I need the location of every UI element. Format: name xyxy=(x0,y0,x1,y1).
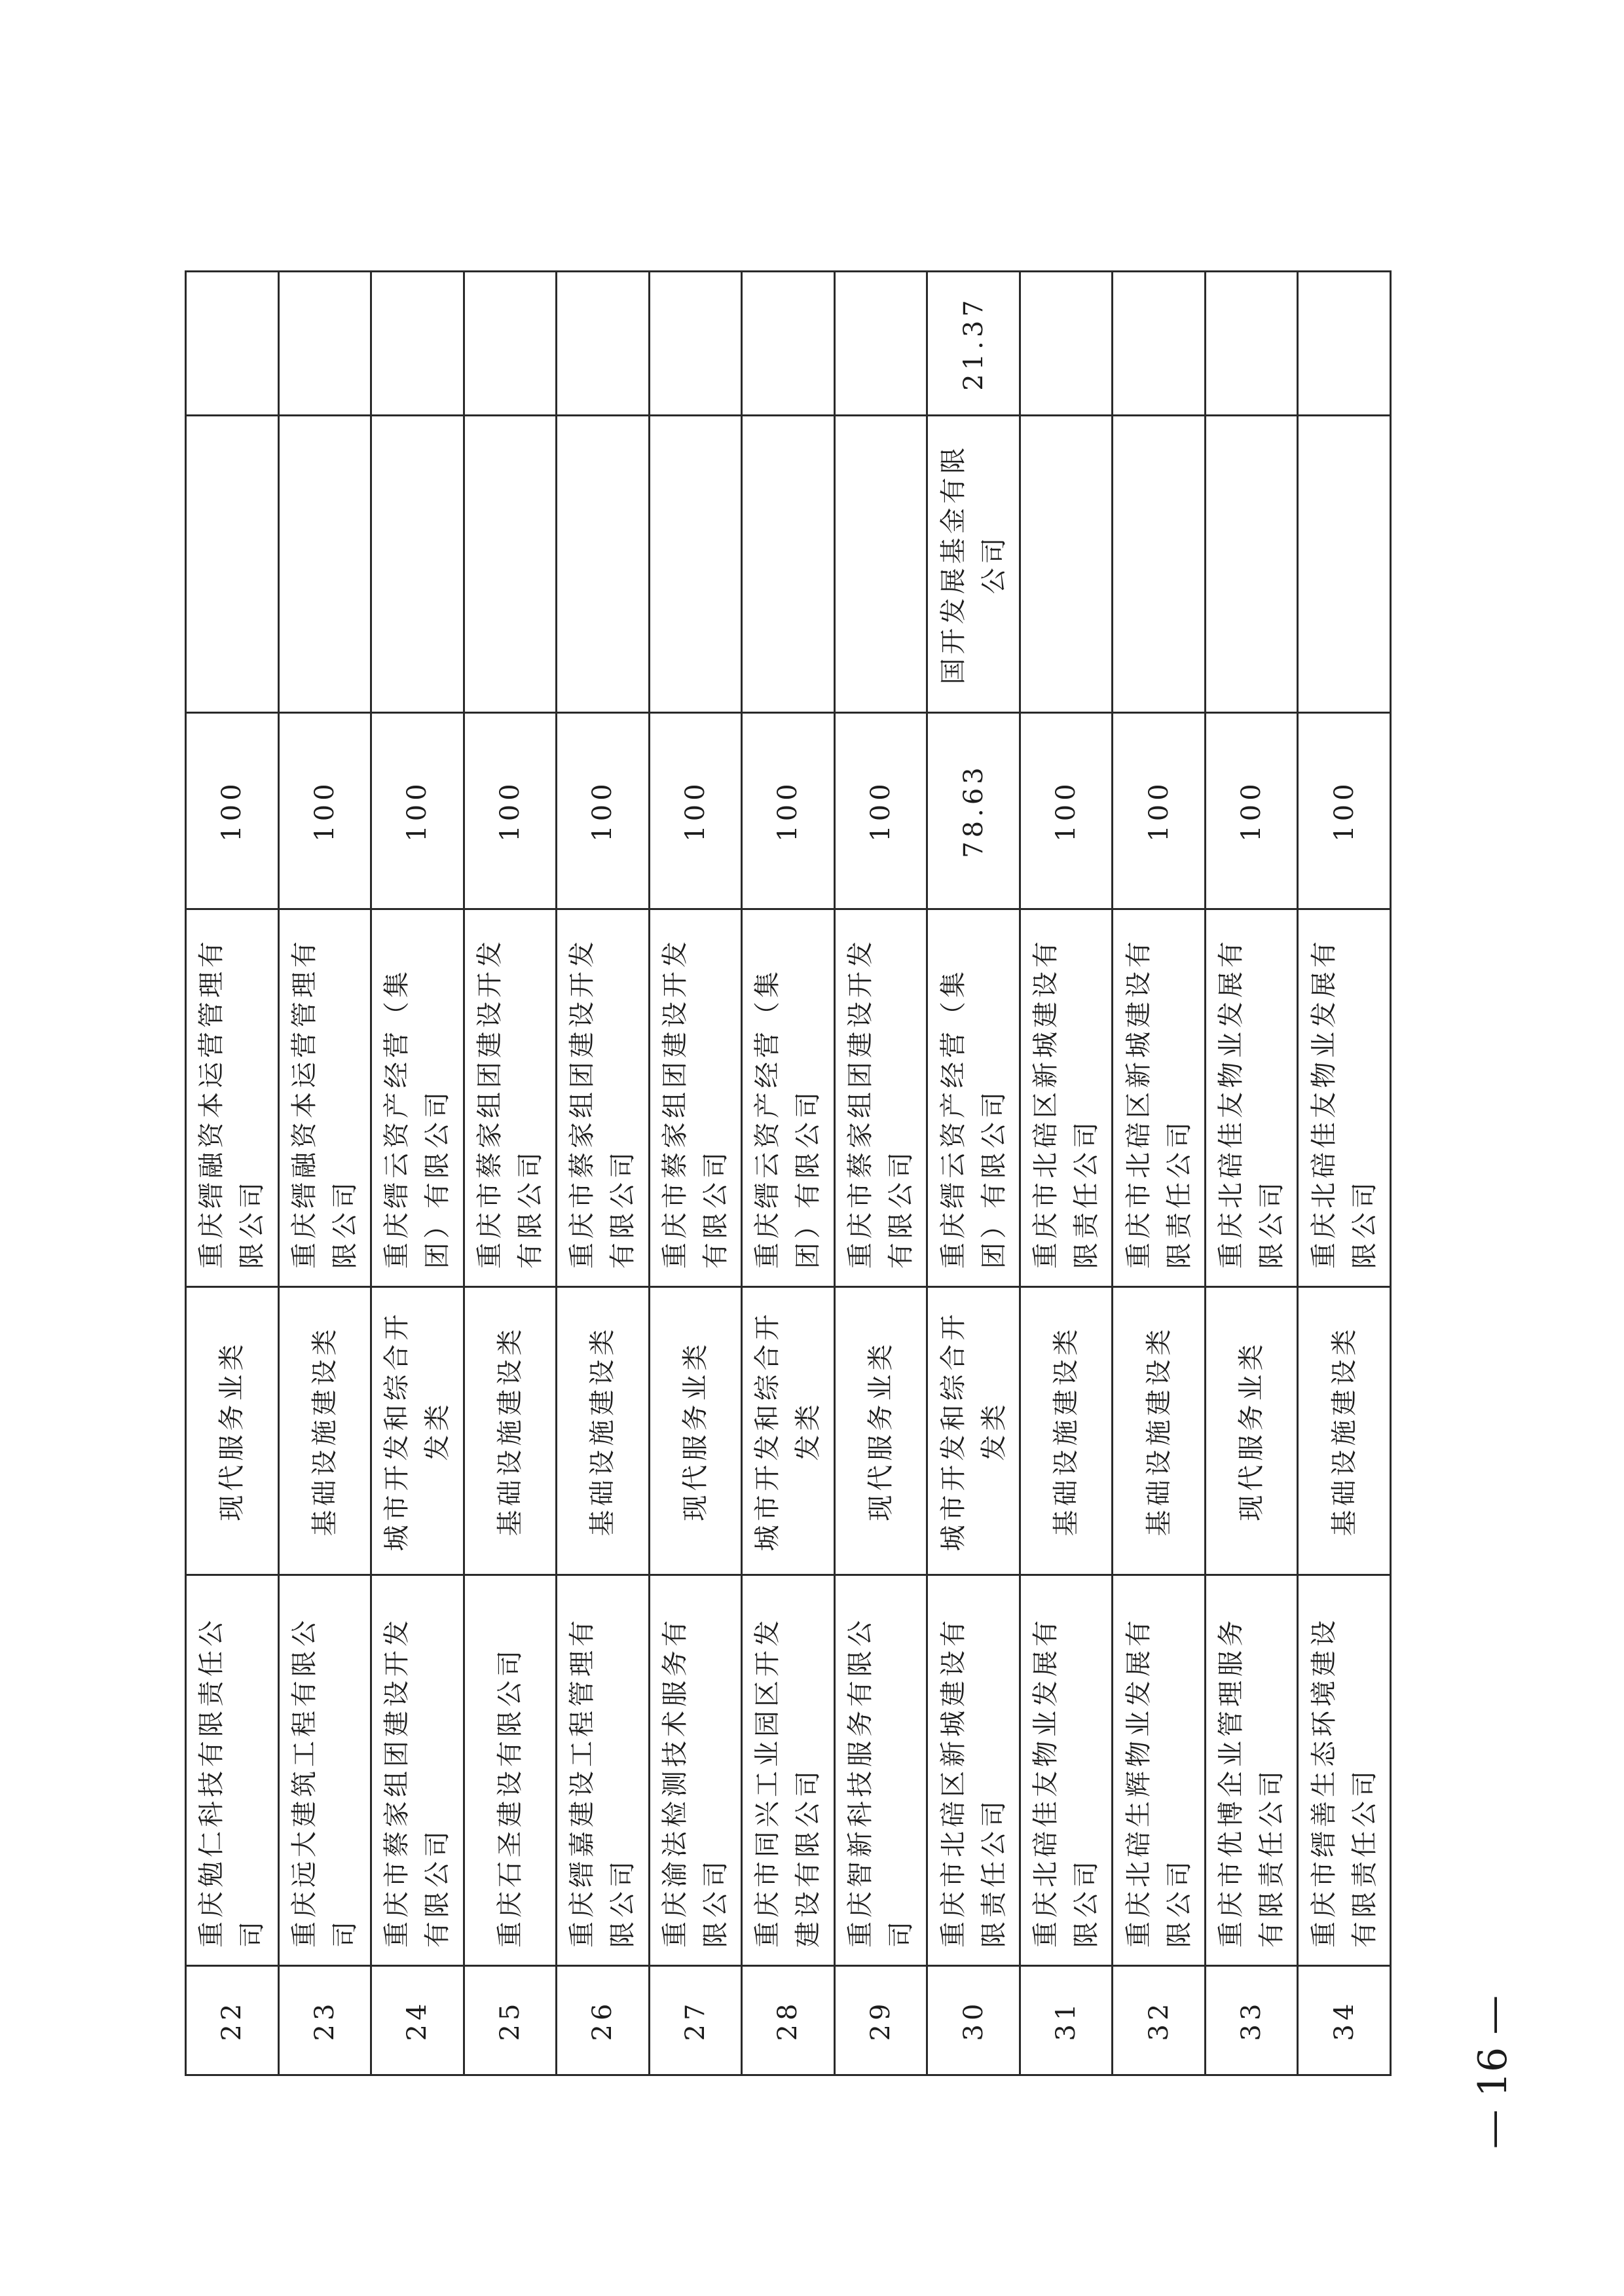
company-name: 重庆缙嘉建设工程管理有限公司 xyxy=(557,1575,650,1966)
second-share-percentage xyxy=(464,272,557,416)
row-number: 26 xyxy=(557,1966,650,2075)
row-number: 27 xyxy=(649,1966,742,2075)
table-row xyxy=(742,272,835,2075)
second-shareholder-name xyxy=(1020,416,1113,713)
table-row xyxy=(186,272,279,2075)
row-number: 23 xyxy=(278,1966,371,2075)
shareholder-name: 重庆缙云资产经营（集团）有限公司 xyxy=(371,909,464,1287)
row-number: 31 xyxy=(1020,1966,1113,2075)
company-name: 重庆石圣建设有限公司 xyxy=(464,1575,557,1966)
table-row xyxy=(1298,272,1391,2075)
share-percentage: 78.63 xyxy=(927,713,1020,909)
industry-type: 基础设施建设类 xyxy=(557,1287,650,1575)
share-percentage: 100 xyxy=(371,713,464,909)
second-shareholder-name xyxy=(834,416,927,713)
company-name: 重庆远大建筑工程有限公司 xyxy=(278,1575,371,1966)
second-shareholder-name xyxy=(557,416,650,713)
industry-type: 城市开发和综合开发类 xyxy=(927,1287,1020,1575)
second-share-percentage xyxy=(1298,272,1391,416)
table-row xyxy=(834,272,927,2075)
shareholder-name: 重庆缙融资本运营管理有限公司 xyxy=(278,909,371,1287)
row-number: 22 xyxy=(186,1966,279,2075)
share-percentage: 100 xyxy=(649,713,742,909)
table-row xyxy=(278,272,371,2075)
industry-type: 现代服务业类 xyxy=(649,1287,742,1575)
share-percentage: 100 xyxy=(834,713,927,909)
shareholder-name: 重庆缙云资产经营（集团）有限公司 xyxy=(742,909,835,1287)
second-shareholder-name xyxy=(742,416,835,713)
row-number: 29 xyxy=(834,1966,927,2075)
second-shareholder-name xyxy=(371,416,464,713)
shareholding-table xyxy=(185,270,1392,2076)
company-name: 重庆北碚佳友物业发展有限公司 xyxy=(1020,1575,1113,1966)
second-share-percentage xyxy=(1205,272,1298,416)
row-number: 25 xyxy=(464,1966,557,2075)
share-percentage: 100 xyxy=(464,713,557,909)
shareholder-name: 重庆市蔡家组团建设开发有限公司 xyxy=(464,909,557,1287)
table-row xyxy=(927,272,1020,2075)
row-number: 24 xyxy=(371,1966,464,2075)
second-share-percentage: 21.37 xyxy=(927,272,1020,416)
shareholder-name: 重庆市北碚区新城建设有限责任公司 xyxy=(1020,909,1113,1287)
second-shareholder-name xyxy=(464,416,557,713)
company-name: 重庆市优博企业管理服务有限责任公司 xyxy=(1205,1575,1298,1966)
second-shareholder-name xyxy=(278,416,371,713)
industry-type: 现代服务业类 xyxy=(186,1287,279,1575)
industry-type: 城市开发和综合开发类 xyxy=(371,1287,464,1575)
industry-type: 现代服务业类 xyxy=(834,1287,927,1575)
second-share-percentage xyxy=(1113,272,1206,416)
table-row xyxy=(1020,272,1113,2075)
second-shareholder-name xyxy=(1298,416,1391,713)
share-percentage: 100 xyxy=(742,713,835,909)
shareholder-name: 重庆市北碚区新城建设有限责任公司 xyxy=(1113,909,1206,1287)
row-number: 32 xyxy=(1113,1966,1206,2075)
company-name: 重庆市蔡家组团建设开发有限公司 xyxy=(371,1575,464,1966)
page-number xyxy=(1444,1964,1542,2180)
table-row xyxy=(464,272,557,2075)
industry-type: 现代服务业类 xyxy=(1205,1287,1298,1575)
shareholder-name: 重庆市蔡家组团建设开发有限公司 xyxy=(649,909,742,1287)
second-share-percentage xyxy=(371,272,464,416)
second-share-percentage xyxy=(557,272,650,416)
second-share-percentage xyxy=(742,272,835,416)
share-percentage: 100 xyxy=(1113,713,1206,909)
company-name: 重庆渝法检测技术服务有限公司 xyxy=(649,1575,742,1966)
rotated-table-container xyxy=(185,272,1392,2076)
company-name: 重庆智新科技服务有限公司 xyxy=(834,1575,927,1966)
share-percentage: 100 xyxy=(278,713,371,909)
page-number-text: — 16 — xyxy=(1470,1995,1516,2149)
company-name: 重庆北碚生辉物业发展有限公司 xyxy=(1113,1575,1206,1966)
second-shareholder-name: 国开发展基金有限公司 xyxy=(927,416,1020,713)
shareholder-name: 重庆缙云资产经营（集团）有限公司 xyxy=(927,909,1020,1287)
table-row xyxy=(1113,272,1206,2075)
second-share-percentage xyxy=(278,272,371,416)
second-shareholder-name xyxy=(649,416,742,713)
share-percentage: 100 xyxy=(1020,713,1113,909)
shareholder-name: 重庆市蔡家组团建设开发有限公司 xyxy=(557,909,650,1287)
company-name: 重庆市北碚区新城建设有限责任公司 xyxy=(927,1575,1020,1966)
table-row xyxy=(649,272,742,2075)
shareholder-name: 重庆北碚佳友物业发展有限公司 xyxy=(1205,909,1298,1287)
industry-type: 城市开发和综合开发类 xyxy=(742,1287,835,1575)
industry-type: 基础设施建设类 xyxy=(464,1287,557,1575)
table-row xyxy=(371,272,464,2075)
company-name: 重庆市同兴工业园区开发建设有限公司 xyxy=(742,1575,835,1966)
shareholder-name: 重庆北碚佳友物业发展有限公司 xyxy=(1298,909,1391,1287)
second-share-percentage xyxy=(1020,272,1113,416)
shareholder-name: 重庆缙融资本运营管理有限公司 xyxy=(186,909,279,1287)
table-row xyxy=(1205,272,1298,2075)
shareholder-name: 重庆市蔡家组团建设开发有限公司 xyxy=(834,909,927,1287)
second-shareholder-name xyxy=(186,416,279,713)
share-percentage: 100 xyxy=(186,713,279,909)
industry-type: 基础设施建设类 xyxy=(1113,1287,1206,1575)
share-percentage: 100 xyxy=(557,713,650,909)
second-shareholder-name xyxy=(1205,416,1298,713)
second-share-percentage xyxy=(649,272,742,416)
row-number: 30 xyxy=(927,1966,1020,2075)
industry-type: 基础设施建设类 xyxy=(1020,1287,1113,1575)
row-number: 33 xyxy=(1205,1966,1298,2075)
second-shareholder-name xyxy=(1113,416,1206,713)
industry-type: 基础设施建设类 xyxy=(278,1287,371,1575)
row-number: 34 xyxy=(1298,1966,1391,2075)
second-share-percentage xyxy=(186,272,279,416)
industry-type: 基础设施建设类 xyxy=(1298,1287,1391,1575)
share-percentage: 100 xyxy=(1298,713,1391,909)
share-percentage: 100 xyxy=(1205,713,1298,909)
company-name: 重庆市缙善生态环境建设有限责任公司 xyxy=(1298,1575,1391,1966)
second-share-percentage xyxy=(834,272,927,416)
row-number: 28 xyxy=(742,1966,835,2075)
table-row xyxy=(557,272,650,2075)
company-name: 重庆勉仁科技有限责任公司 xyxy=(186,1575,279,1966)
